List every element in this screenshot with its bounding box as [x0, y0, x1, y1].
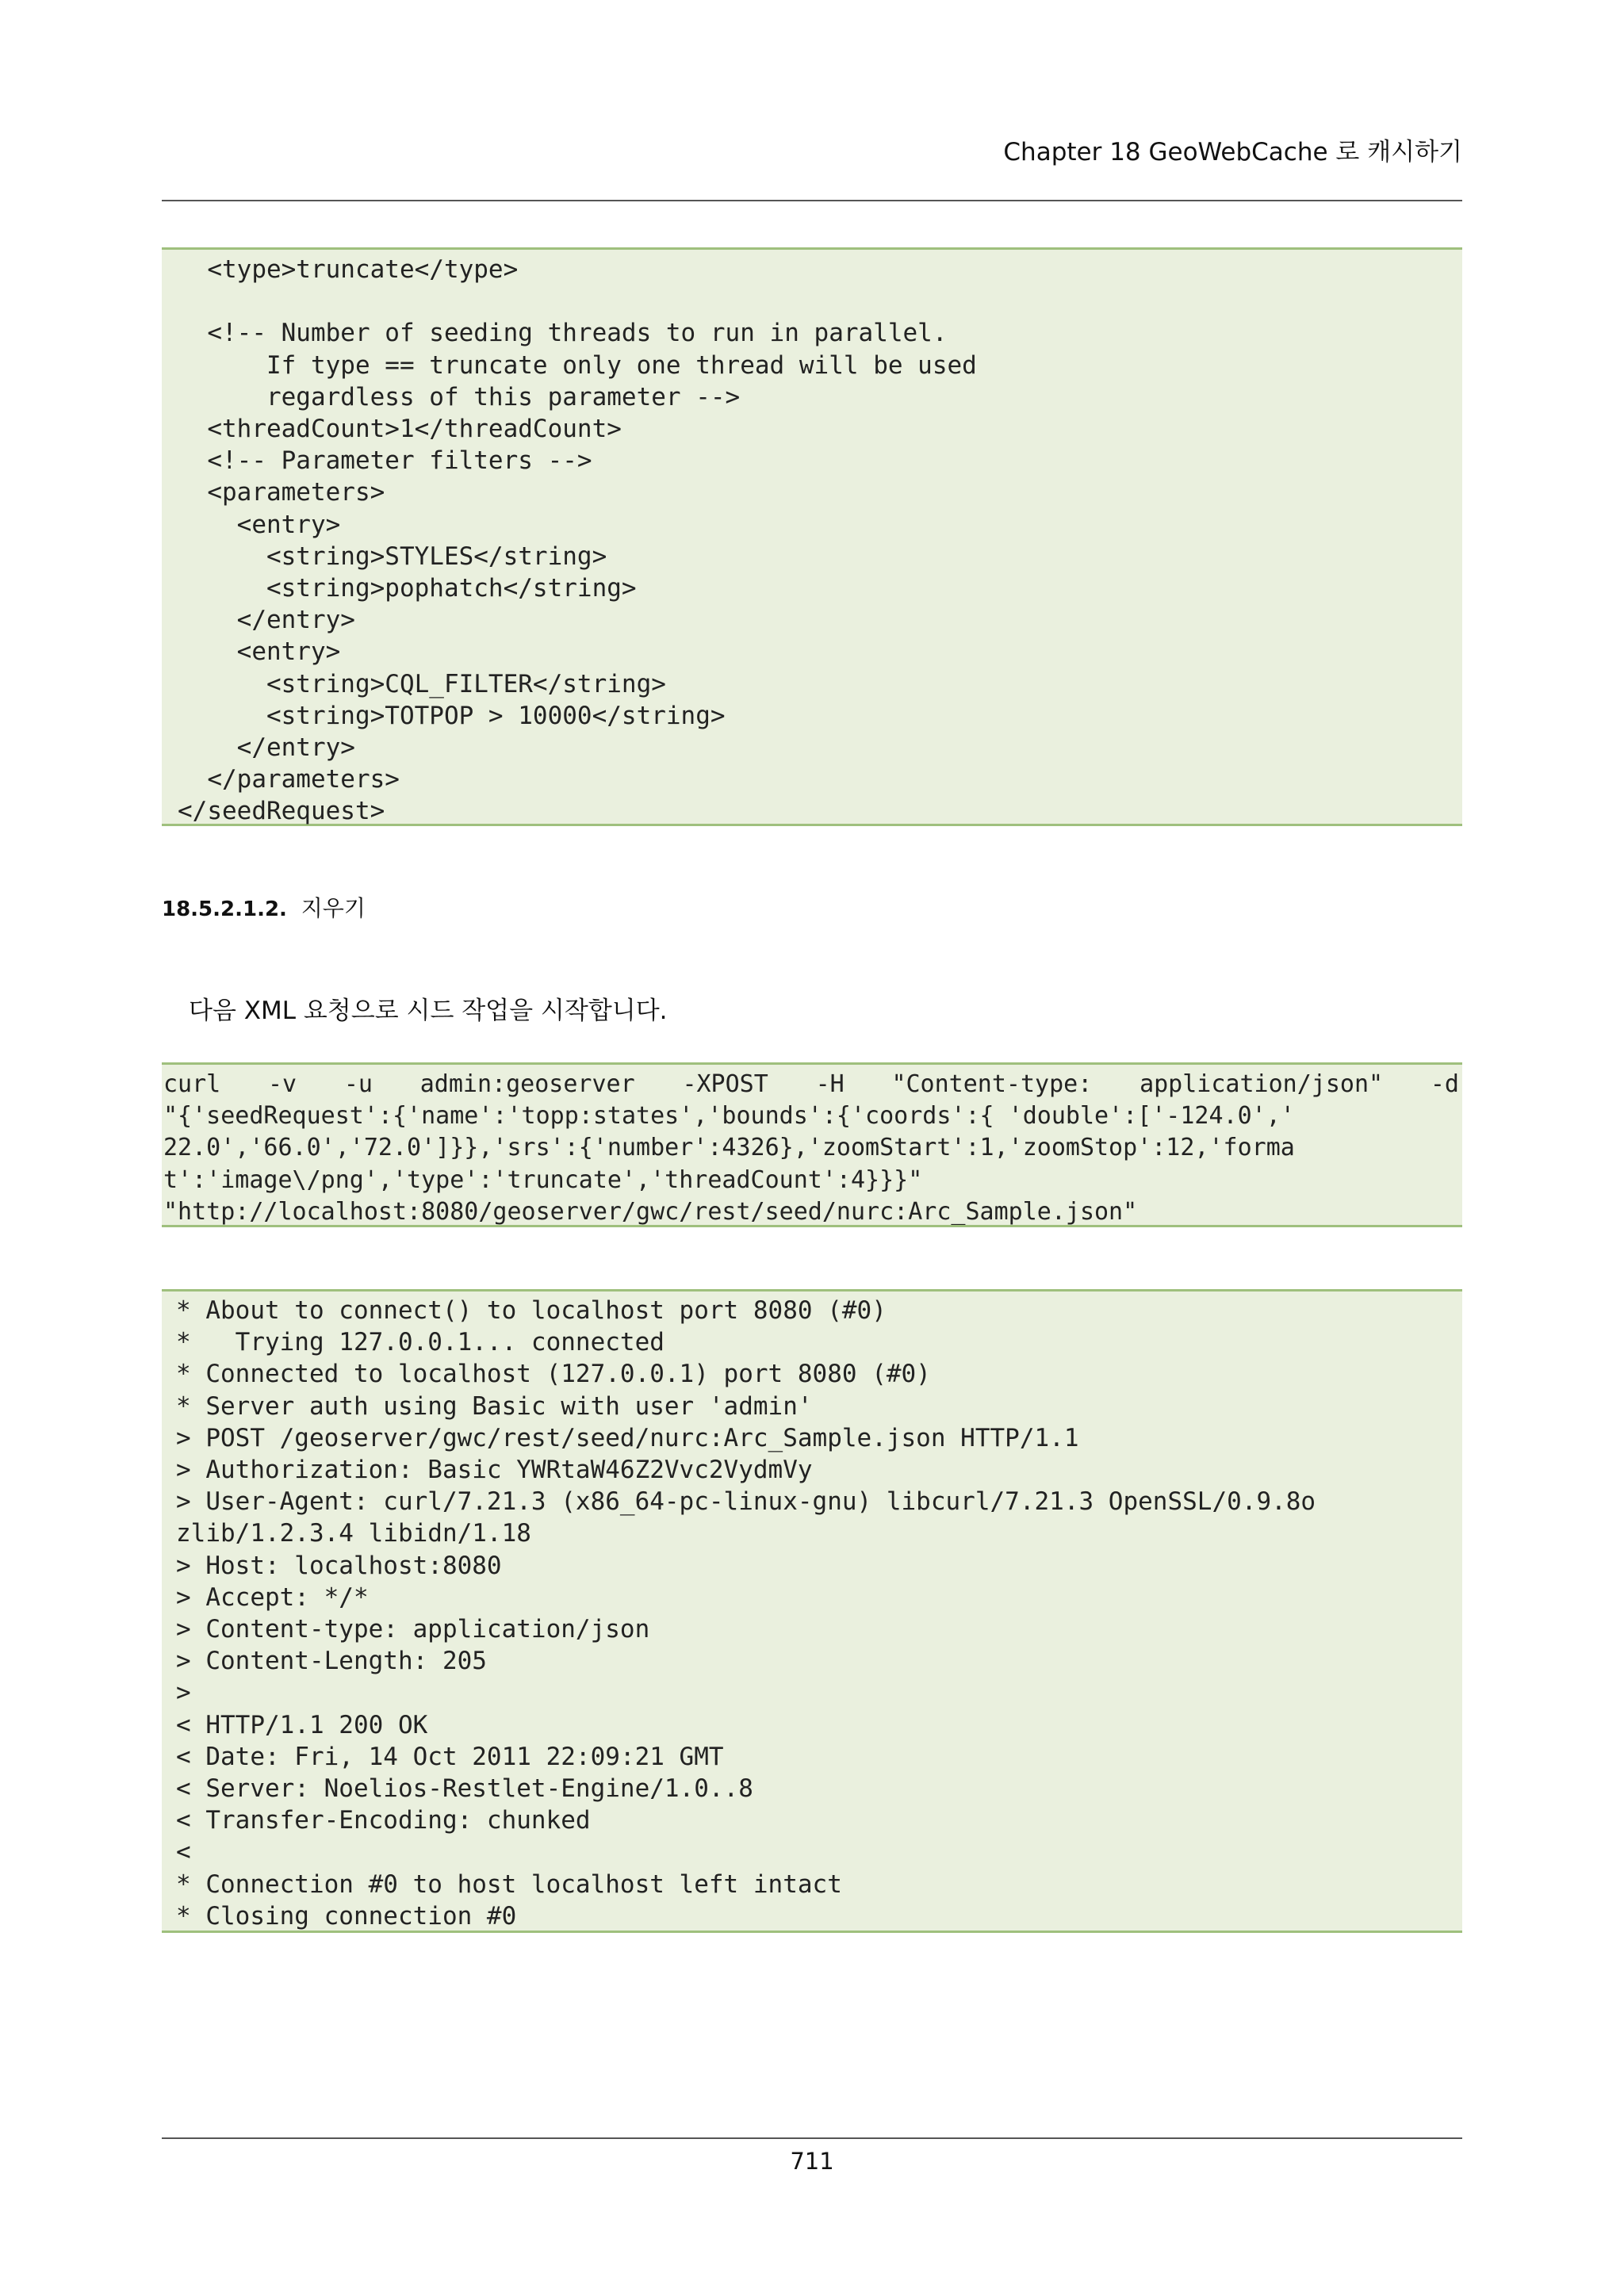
code-line: < HTTP/1.1 200 OK	[176, 1710, 428, 1739]
code-line: </entry>	[178, 733, 355, 763]
code-line: <	[176, 1838, 191, 1867]
code-line: > User-Agent: curl/7.21.3 (x86_64-pc-linux-gnu) libcurl/7.21.3 OpenSSL/0.9.8o	[176, 1487, 1316, 1517]
code-line: <!-- Parameter filters -->	[178, 446, 592, 476]
code-line: <string>CQL_FILTER</string>	[178, 669, 666, 698]
code-line: > Accept: */*	[176, 1582, 369, 1612]
code-line: "{'seedRequest':{'name':'topp:states','bounds':{'coords':{ 'double':['-124.0','	[163, 1102, 1295, 1131]
code-line: * Connected to localhost (127.0.0.1) port 8080 (#0)	[176, 1360, 931, 1389]
code-token: -v	[268, 1070, 297, 1098]
code-line: <threadCount>1</threadCount>	[178, 415, 622, 444]
code-line: <string>TOTPOP > 10000</string>	[178, 701, 726, 730]
intro-paragraph: 다음 XML 요청으로 시드 작업을 시작합니다.	[189, 997, 668, 1025]
code-line: If type == truncate only one thread will be used	[178, 350, 977, 380]
code-text	[176, 1295, 1462, 1932]
code-line: "http://localhost:8080/geoserver/gwc/rest/seed/nurc:Arc_Sample.json"	[163, 1197, 1138, 1226]
section-number: 18.5.2.1.2.	[162, 897, 287, 921]
code-line: <entry>	[178, 510, 341, 539]
code-line: </entry>	[178, 606, 355, 635]
page-number: 711	[790, 2148, 834, 2175]
code-line: <!-- Number of seeding threads to run in parallel.	[178, 319, 948, 348]
chapter-title: Chapter 18 GeoWebCache 로 캐시하기	[1003, 138, 1462, 166]
code-line: t':'image\/png','type':'truncate','threadCount':4}}}"	[163, 1165, 923, 1194]
code-line: > Authorization: Basic YWRtaW46Z2Vvc2VydmVy	[176, 1456, 813, 1485]
code-line: <string>pophatch</string>	[178, 574, 637, 603]
code-block-seed-request-xml	[162, 247, 1462, 826]
code-line: < Transfer-Encoding: chunked	[176, 1806, 591, 1835]
code-line: <parameters>	[178, 478, 385, 507]
section-heading	[162, 891, 366, 927]
code-block-curl-output	[162, 1289, 1462, 1933]
code-line	[163, 1069, 1459, 1100]
code-line: zlib/1.2.3.4 libidn/1.18	[176, 1519, 531, 1548]
code-line: 22.0','66.0','72.0']}},'srs':{'number':4326},'zoomStart':1,'zoomStop':12,'forma	[163, 1134, 1295, 1162]
code-line: * Closing connection #0	[176, 1901, 517, 1931]
code-line: * Connection #0 to host localhost left intact	[176, 1869, 842, 1899]
code-line: regardless of this parameter -->	[178, 382, 741, 411]
code-token: curl	[163, 1070, 221, 1098]
code-token: -XPOST	[682, 1070, 768, 1098]
code-line: <type>truncate</type>	[178, 255, 519, 284]
page-header	[162, 133, 1462, 201]
code-line: > POST /geoserver/gwc/rest/seed/nurc:Arc_Sample.json HTTP/1.1	[176, 1423, 1079, 1452]
code-line: <string>STYLES</string>	[178, 541, 607, 571]
page-footer	[162, 2137, 1462, 2175]
code-text	[163, 1069, 1459, 1228]
section-title: 지우기	[301, 895, 366, 921]
code-token: "Content-type:	[891, 1070, 1093, 1098]
code-line: </seedRequest>	[178, 797, 385, 826]
code-token: admin:geoserver	[419, 1070, 635, 1098]
code-line: >	[176, 1678, 191, 1708]
code-block-curl-command	[162, 1062, 1462, 1227]
code-line: < Server: Noelios-Restlet-Engine/1.0..8	[176, 1774, 753, 1804]
code-token: -H	[815, 1070, 845, 1098]
code-line: * Trying 127.0.0.1... connected	[176, 1328, 665, 1357]
code-token: application/json"	[1139, 1070, 1384, 1098]
code-line: > Host: localhost:8080	[176, 1551, 502, 1580]
code-line: <entry>	[178, 637, 341, 667]
code-text	[178, 254, 1462, 828]
code-line: < Date: Fri, 14 Oct 2011 22:09:21 GMT	[176, 1742, 724, 1771]
code-line: </parameters>	[178, 765, 400, 794]
code-token: -d	[1430, 1070, 1459, 1098]
code-line: > Content-Length: 205	[176, 1647, 487, 1676]
code-token: -u	[343, 1070, 373, 1098]
code-line: > Content-type: application/json	[176, 1615, 650, 1644]
code-line: * Server auth using Basic with user 'admin'	[176, 1391, 813, 1421]
code-line: * About to connect() to localhost port 8080 (#0)	[176, 1296, 887, 1325]
